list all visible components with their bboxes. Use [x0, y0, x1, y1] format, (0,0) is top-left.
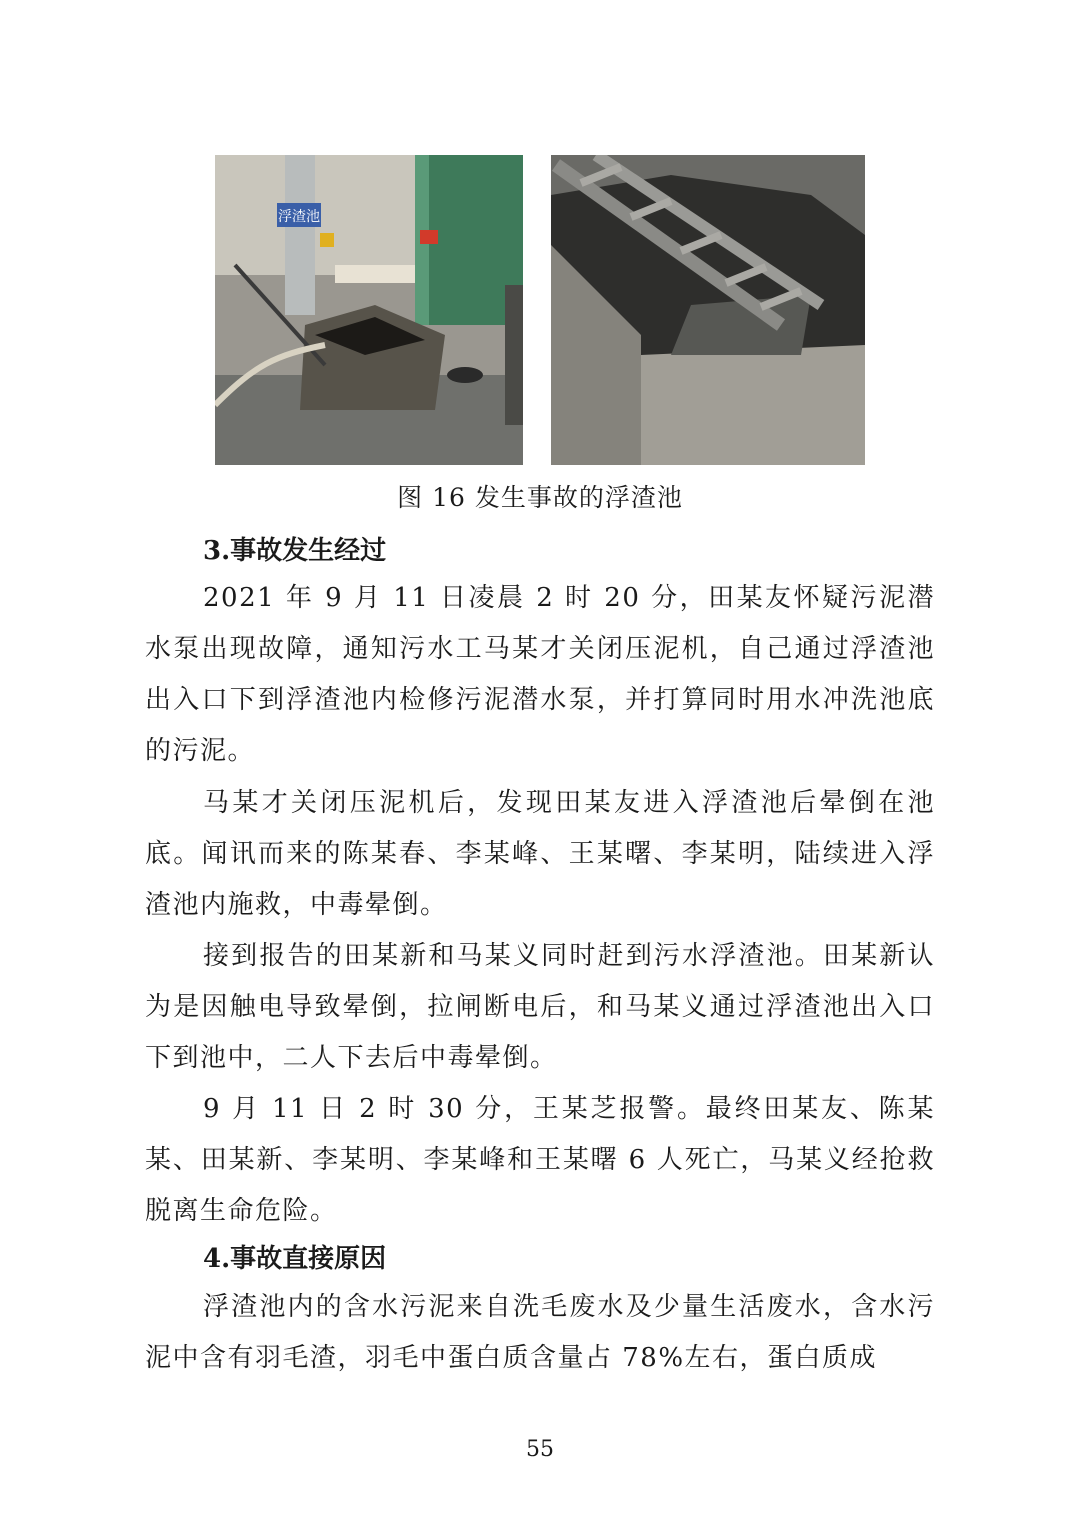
section-3-paragraph-2: 马某才关闭压泥机后，发现田某友进入浮渣池后晕倒在池底。闻讯而来的陈某春、李某峰、王某曙、李某明，陆续进入浮渣池内施救，中毒晕倒。 — [145, 788, 935, 920]
section-3-paragraph-4: 9 月 11 日 2 时 30 分，王某芝报警。最终田某友、陈某某、田某新、李某明、李某峰和王某曙 6 人死亡，马某义经抢救脱离生命危险。 — [145, 1094, 935, 1226]
figure-caption: 图 16 发生事故的浮渣池 — [397, 483, 683, 512]
section-4-heading: 4.事故直接原因 — [203, 1244, 387, 1274]
section-3-paragraph-1: 2021 年 9 月 11 日凌晨 2 时 20 分，田某友怀疑污泥潜水泵出现故障，通知污水工马某才关闭压泥机，自己通过浮渣池出入口下到浮渣池内检修污泥潜水泵，并打算同时用水冲洗池底的污泥。 — [145, 583, 935, 766]
section-3-heading: 3.事故发生经过 — [203, 536, 387, 566]
photo-scum-tank-exterior — [215, 155, 523, 465]
scum-tank-sign-label: 浮渣池 — [278, 209, 320, 225]
page-number: 55 — [526, 1437, 554, 1462]
section-3-paragraph-3: 接到报告的田某新和马某义同时赶到污水浮渣池。田某新认为是因触电导致晕倒，拉闸断电后，和马某义通过浮渣池出入口下到池中，二人下去后中毒晕倒。 — [145, 941, 935, 1073]
section-4-paragraph-1: 浮渣池内的含水污泥来自洗毛废水及少量生活废水，含水污泥中含有羽毛渣，羽毛中蛋白质含量占 78%左右，蛋白质成 — [145, 1292, 935, 1373]
photo-scum-tank-interior — [551, 155, 865, 465]
